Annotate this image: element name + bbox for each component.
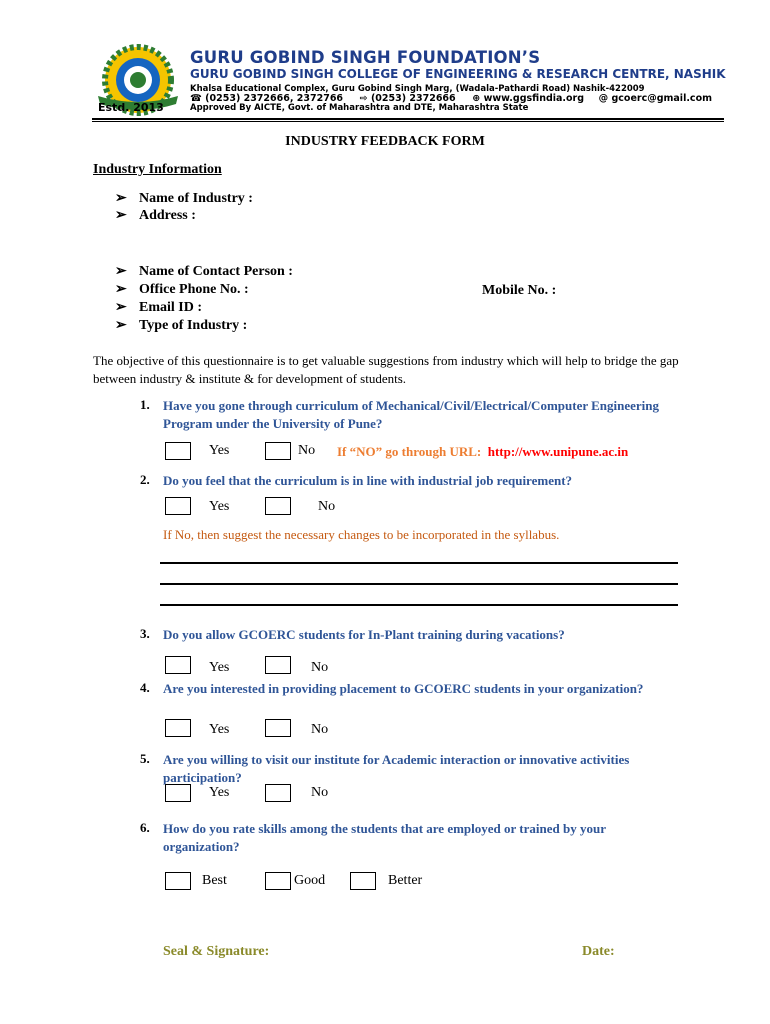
- q2-text: Do you feel that the curriculum is in line with industrial job requirement?: [163, 473, 573, 488]
- field-address[interactable]: ➢ Address :: [115, 208, 196, 223]
- q6-best-label: Best: [202, 873, 227, 888]
- q5-no-checkbox[interactable]: [265, 784, 291, 802]
- form-title: INDUSTRY FEEDBACK FORM: [285, 134, 485, 149]
- q1-number: 1.: [140, 397, 150, 412]
- field-industry-name[interactable]: ➢ Name of Industry :: [115, 191, 253, 206]
- q4-yes-checkbox[interactable]: [165, 719, 191, 737]
- q6-best-checkbox[interactable]: [165, 872, 191, 890]
- q2-suggestion-prompt: If No, then suggest the necessary changes to be incorporated in the syllabus.: [163, 527, 560, 542]
- suggestion-line-1[interactable]: [160, 562, 678, 564]
- section-title: Industry Information: [93, 162, 222, 177]
- objective-text: The objective of this questionnaire is to get valuable suggestions from industry which will help to bridge the gap between industry & institute & for development of students.: [93, 353, 679, 386]
- suggestion-line-2[interactable]: [160, 583, 678, 585]
- arrow-bullet-icon: ➢: [115, 282, 127, 297]
- q6-better-checkbox[interactable]: [350, 872, 376, 890]
- field-email[interactable]: ➢ Email ID :: [115, 300, 202, 315]
- q5-no-label: No: [311, 785, 329, 800]
- q2-no-checkbox[interactable]: [265, 497, 291, 515]
- website-link[interactable]: www.ggsfindia.org: [483, 93, 585, 104]
- q5-yes-label: Yes: [209, 785, 230, 800]
- college-logo: [92, 44, 184, 128]
- q3-no-checkbox[interactable]: [265, 656, 291, 674]
- q4-no-checkbox[interactable]: [265, 719, 291, 737]
- q6-better-label: Better: [388, 873, 423, 888]
- q3-text: Do you allow GCOERC students for In-Plant training during vacations?: [163, 627, 565, 642]
- q3-number: 3.: [140, 626, 150, 641]
- established-year: Estd. 2013: [98, 101, 164, 114]
- q6-good-label: Good: [294, 873, 326, 888]
- arrow-bullet-icon: ➢: [115, 300, 127, 315]
- q2-number: 2.: [140, 472, 150, 487]
- url-instruction: If “NO” go through URL: http://www.unipune.ac.in: [337, 444, 629, 459]
- q6-number: 6.: [140, 820, 150, 835]
- q5-yes-checkbox[interactable]: [165, 784, 191, 802]
- at-icon: @: [598, 93, 609, 104]
- fax-icon: ⇨: [359, 93, 368, 104]
- q6-good-checkbox[interactable]: [265, 872, 291, 890]
- q2-yes-checkbox[interactable]: [165, 497, 191, 515]
- q3-no-label: No: [311, 660, 329, 675]
- q1-yes-label: Yes: [209, 443, 230, 458]
- fax-number: (0253) 2372666: [370, 93, 456, 104]
- seal-signature-label: Seal & Signature:: [163, 944, 270, 959]
- phone-icon: ☎: [190, 93, 202, 104]
- date-label: Date:: [582, 944, 615, 959]
- q1-no-checkbox[interactable]: [265, 442, 291, 460]
- email-link[interactable]: gcoerc@gmail.com: [611, 93, 712, 104]
- header-divider: [92, 118, 724, 120]
- q1-text: Have you gone through curriculum of Mechanical/Civil/Electrical/Computer Engineering Program under the University of Pune?: [163, 398, 660, 431]
- field-office-phone[interactable]: ➢ Office Phone No. :: [115, 282, 249, 297]
- q3-yes-checkbox[interactable]: [165, 656, 191, 674]
- q1-no-label: No: [298, 443, 316, 458]
- approval-line: Approved By AICTE, Govt. of Maharashtra and DTE, Maharashtra State: [190, 103, 529, 113]
- field-industry-type[interactable]: ➢ Type of Industry :: [115, 318, 248, 333]
- q2-yes-label: Yes: [209, 499, 230, 514]
- suggestion-line-3[interactable]: [160, 604, 678, 606]
- q2-no-label: No: [318, 499, 336, 514]
- phone-number: (0253) 2372666, 2372766: [205, 93, 344, 104]
- foundation-name: GURU GOBIND SINGH FOUNDATION’S: [190, 48, 541, 67]
- q3-yes-label: Yes: [209, 660, 230, 675]
- q6-text: How do you rate skills among the students that are employed or trained by your organization?: [163, 821, 606, 854]
- q1-yes-checkbox[interactable]: [165, 442, 191, 460]
- globe-icon: ⊕: [472, 93, 481, 104]
- field-mobile[interactable]: Mobile No. :: [482, 283, 557, 298]
- arrow-bullet-icon: ➢: [115, 208, 127, 223]
- college-name: GURU GOBIND SINGH COLLEGE OF ENGINEERING & RESEARCH CENTRE, NASHIK: [190, 67, 726, 81]
- q5-text: Are you willing to visit our institute for Academic interaction or innovative activities participation?: [163, 752, 630, 785]
- arrow-bullet-icon: ➢: [115, 264, 127, 279]
- q4-number: 4.: [140, 680, 150, 695]
- q5-number: 5.: [140, 751, 150, 766]
- unipune-link[interactable]: http://www.unipune.ac.in: [487, 444, 629, 459]
- arrow-bullet-icon: ➢: [115, 318, 127, 333]
- field-contact-person[interactable]: ➢ Name of Contact Person :: [115, 264, 293, 279]
- header-divider-thin: [92, 121, 724, 122]
- q4-text: Are you interested in providing placement to GCOERC students in your organization?: [163, 681, 644, 696]
- q4-no-label: No: [311, 722, 329, 737]
- arrow-bullet-icon: ➢: [115, 191, 127, 206]
- college-address: Khalsa Educational Complex, Guru Gobind Singh Marg, (Wadala-Pathardi Road) Nashik-422009: [190, 84, 645, 94]
- q4-yes-label: Yes: [209, 722, 230, 737]
